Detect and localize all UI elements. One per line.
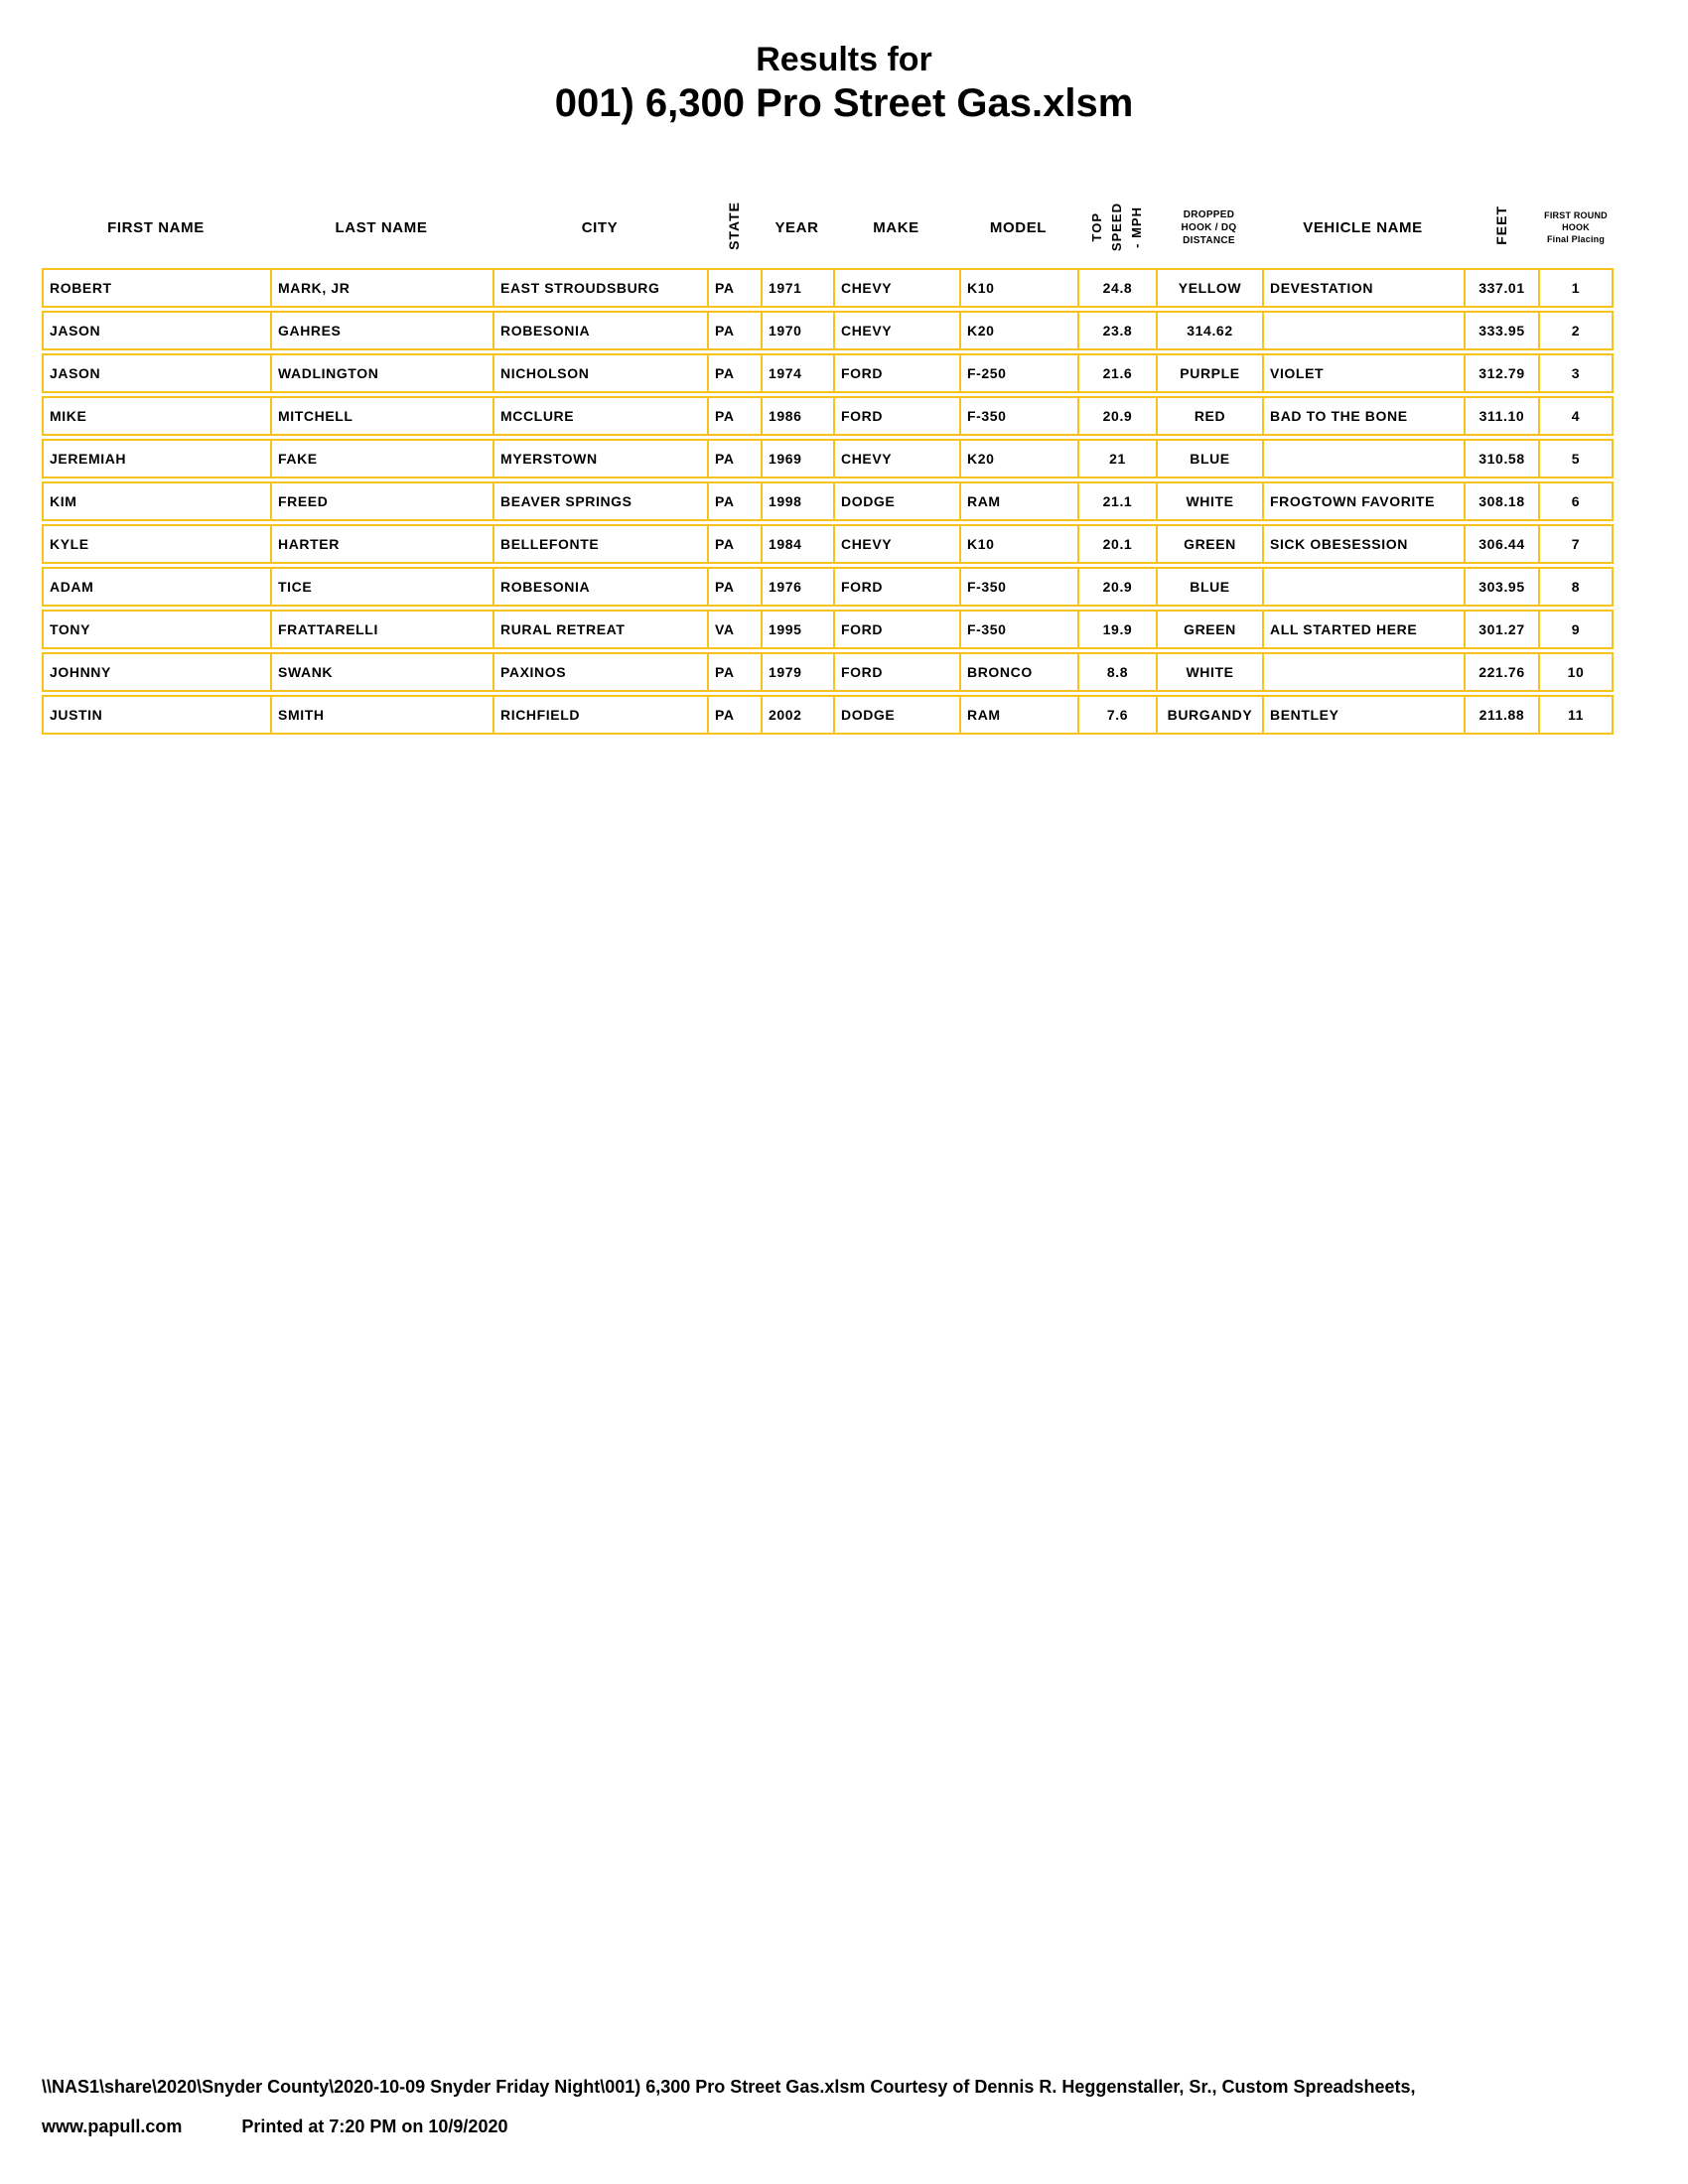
cell-vehicle-name <box>1262 567 1464 607</box>
cell-make: FORD <box>833 353 959 393</box>
col-header-city: CITY <box>492 190 707 265</box>
cell-first-name: JOHNNY <box>42 652 270 692</box>
cell-state: PA <box>707 439 761 478</box>
col-header-vehicle-name: VEHICLE NAME <box>1262 190 1464 265</box>
cell-top-speed: 24.8 <box>1077 268 1156 308</box>
first-round-line2: HOOK <box>1562 222 1590 232</box>
cell-model: RAM <box>959 695 1077 735</box>
cell-model: K10 <box>959 524 1077 564</box>
cell-make: FORD <box>833 567 959 607</box>
cell-dropped-hook: BLUE <box>1156 567 1262 607</box>
cell-placing: 6 <box>1538 481 1614 521</box>
cell-make: DODGE <box>833 695 959 735</box>
cell-make: FORD <box>833 396 959 436</box>
cell-first-name: KIM <box>42 481 270 521</box>
cell-year: 1986 <box>761 396 833 436</box>
col-header-state <box>707 190 761 265</box>
cell-last-name: FREED <box>270 481 492 521</box>
cell-top-speed: 8.8 <box>1077 652 1156 692</box>
cell-dropped-hook: BURGANDY <box>1156 695 1262 735</box>
cell-feet: 333.95 <box>1464 311 1538 350</box>
cell-vehicle-name: SICK OBESESSION <box>1262 524 1464 564</box>
cell-city: BEAVER SPRINGS <box>492 481 707 521</box>
top-speed-rotated-words <box>1081 203 1152 251</box>
cell-first-name: TONY <box>42 610 270 649</box>
cell-vehicle-name: ALL STARTED HERE <box>1262 610 1464 649</box>
cell-placing: 11 <box>1538 695 1614 735</box>
dropped-hook-line1: DROPPED <box>1183 208 1235 220</box>
cell-model: F-350 <box>959 610 1077 649</box>
cell-vehicle-name: FROGTOWN FAVORITE <box>1262 481 1464 521</box>
cell-city: MYERSTOWN <box>492 439 707 478</box>
footer-printed-timestamp: Printed at 7:20 PM on 10/9/2020 <box>241 2116 508 2136</box>
table-header-row <box>42 190 1614 265</box>
cell-city: MCCLURE <box>492 396 707 436</box>
results-table-container <box>42 187 1614 738</box>
cell-city: ROBESONIA <box>492 567 707 607</box>
cell-year: 1984 <box>761 524 833 564</box>
cell-vehicle-name <box>1262 311 1464 350</box>
cell-placing: 3 <box>1538 353 1614 393</box>
dropped-hook-line2: HOOK / DQ <box>1181 221 1237 233</box>
col-header-make: MAKE <box>833 190 959 265</box>
cell-first-name: MIKE <box>42 396 270 436</box>
cell-model: BRONCO <box>959 652 1077 692</box>
cell-feet: 310.58 <box>1464 439 1538 478</box>
table-body <box>42 268 1614 735</box>
cell-dropped-hook: WHITE <box>1156 652 1262 692</box>
cell-top-speed: 21.1 <box>1077 481 1156 521</box>
cell-year: 2002 <box>761 695 833 735</box>
cell-last-name: FRATTARELLI <box>270 610 492 649</box>
cell-feet: 303.95 <box>1464 567 1538 607</box>
cell-state: PA <box>707 524 761 564</box>
cell-last-name: MITCHELL <box>270 396 492 436</box>
cell-vehicle-name: VIOLET <box>1262 353 1464 393</box>
table-row <box>42 695 1614 735</box>
cell-state: PA <box>707 481 761 521</box>
cell-feet: 312.79 <box>1464 353 1538 393</box>
top-speed-word-mph: - MPH <box>1129 206 1144 248</box>
cell-dropped-hook: RED <box>1156 396 1262 436</box>
cell-make: FORD <box>833 652 959 692</box>
cell-make: CHEVY <box>833 311 959 350</box>
cell-dropped-hook: WHITE <box>1156 481 1262 521</box>
table-row <box>42 652 1614 692</box>
table-row <box>42 439 1614 478</box>
cell-city: PAXINOS <box>492 652 707 692</box>
cell-top-speed: 20.1 <box>1077 524 1156 564</box>
cell-model: RAM <box>959 481 1077 521</box>
cell-top-speed: 19.9 <box>1077 610 1156 649</box>
cell-year: 1970 <box>761 311 833 350</box>
col-header-top-speed <box>1077 190 1156 265</box>
cell-state: PA <box>707 652 761 692</box>
cell-city: ROBESONIA <box>492 311 707 350</box>
cell-dropped-hook: PURPLE <box>1156 353 1262 393</box>
cell-feet: 337.01 <box>1464 268 1538 308</box>
cell-feet: 308.18 <box>1464 481 1538 521</box>
cell-first-name: KYLE <box>42 524 270 564</box>
cell-model: F-350 <box>959 396 1077 436</box>
cell-placing: 4 <box>1538 396 1614 436</box>
cell-state: PA <box>707 567 761 607</box>
cell-last-name: HARTER <box>270 524 492 564</box>
col-header-feet-rotated-text: FEET <box>1492 205 1509 245</box>
cell-last-name: SMITH <box>270 695 492 735</box>
cell-city: BELLEFONTE <box>492 524 707 564</box>
cell-year: 1998 <box>761 481 833 521</box>
cell-vehicle-name <box>1262 439 1464 478</box>
cell-make: FORD <box>833 610 959 649</box>
cell-year: 1974 <box>761 353 833 393</box>
cell-first-name: ROBERT <box>42 268 270 308</box>
col-header-dropped-hook <box>1156 190 1262 265</box>
cell-first-name: JASON <box>42 311 270 350</box>
col-header-state-rotated-text: STATE <box>726 201 742 250</box>
cell-year: 1976 <box>761 567 833 607</box>
cell-last-name: WADLINGTON <box>270 353 492 393</box>
cell-make: CHEVY <box>833 439 959 478</box>
cell-state: PA <box>707 695 761 735</box>
cell-top-speed: 7.6 <box>1077 695 1156 735</box>
table-row <box>42 396 1614 436</box>
col-header-year: YEAR <box>761 190 833 265</box>
cell-dropped-hook: 314.62 <box>1156 311 1262 350</box>
cell-placing: 9 <box>1538 610 1614 649</box>
cell-model: K20 <box>959 311 1077 350</box>
table-row <box>42 567 1614 607</box>
cell-state: PA <box>707 268 761 308</box>
cell-vehicle-name: BAD TO THE BONE <box>1262 396 1464 436</box>
table-row <box>42 353 1614 393</box>
cell-feet: 211.88 <box>1464 695 1538 735</box>
cell-year: 1995 <box>761 610 833 649</box>
cell-city: RICHFIELD <box>492 695 707 735</box>
first-round-line1: FIRST ROUND <box>1544 210 1608 220</box>
cell-placing: 5 <box>1538 439 1614 478</box>
results-table <box>42 187 1614 738</box>
cell-vehicle-name <box>1262 652 1464 692</box>
cell-placing: 1 <box>1538 268 1614 308</box>
footer-website: www.papull.com <box>42 2116 183 2136</box>
cell-vehicle-name: DEVESTATION <box>1262 268 1464 308</box>
cell-feet: 306.44 <box>1464 524 1538 564</box>
cell-placing: 2 <box>1538 311 1614 350</box>
cell-make: CHEVY <box>833 268 959 308</box>
cell-feet: 221.76 <box>1464 652 1538 692</box>
col-header-feet <box>1464 190 1538 265</box>
cell-dropped-hook: GREEN <box>1156 610 1262 649</box>
top-speed-word-speed: SPEED <box>1109 203 1124 252</box>
cell-feet: 301.27 <box>1464 610 1538 649</box>
cell-last-name: TICE <box>270 567 492 607</box>
table-row <box>42 481 1614 521</box>
table-row <box>42 268 1614 308</box>
cell-model: K10 <box>959 268 1077 308</box>
cell-first-name: JEREMIAH <box>42 439 270 478</box>
cell-first-name: JUSTIN <box>42 695 270 735</box>
cell-make: CHEVY <box>833 524 959 564</box>
cell-last-name: GAHRES <box>270 311 492 350</box>
footer-path-line: \\NAS1\share\2020\Snyder County\2020-10-09 Snyder Friday Night\001) 6,300 Pro Street Gas.xlsm Courtesy of Dennis R. Heggenstaller, Sr., Custom Spreadsheets, <box>42 2077 1416 2097</box>
table-row <box>42 610 1614 649</box>
col-header-first-round-hook <box>1538 190 1614 265</box>
footer-second-line <box>42 2116 1670 2137</box>
cell-model: F-250 <box>959 353 1077 393</box>
report-title-line2: 001) 6,300 Pro Street Gas.xlsm <box>554 81 1134 125</box>
col-header-last-name: LAST NAME <box>270 190 492 265</box>
cell-model: F-350 <box>959 567 1077 607</box>
cell-state: PA <box>707 396 761 436</box>
cell-year: 1969 <box>761 439 833 478</box>
cell-placing: 8 <box>1538 567 1614 607</box>
cell-state: PA <box>707 353 761 393</box>
cell-last-name: MARK, JR <box>270 268 492 308</box>
top-speed-word-top: TOP <box>1089 212 1104 242</box>
report-title <box>0 40 1688 127</box>
cell-vehicle-name: BENTLEY <box>1262 695 1464 735</box>
col-header-model: MODEL <box>959 190 1077 265</box>
cell-city: EAST STROUDSBURG <box>492 268 707 308</box>
cell-placing: 7 <box>1538 524 1614 564</box>
cell-top-speed: 20.9 <box>1077 396 1156 436</box>
first-round-line3: Final Placing <box>1546 234 1606 244</box>
cell-feet: 311.10 <box>1464 396 1538 436</box>
cell-dropped-hook: BLUE <box>1156 439 1262 478</box>
cell-year: 1979 <box>761 652 833 692</box>
cell-state: PA <box>707 311 761 350</box>
cell-city: RURAL RETREAT <box>492 610 707 649</box>
cell-model: K20 <box>959 439 1077 478</box>
cell-placing: 10 <box>1538 652 1614 692</box>
cell-top-speed: 23.8 <box>1077 311 1156 350</box>
cell-state: VA <box>707 610 761 649</box>
cell-year: 1971 <box>761 268 833 308</box>
col-header-first-name: FIRST NAME <box>42 190 270 265</box>
cell-dropped-hook: YELLOW <box>1156 268 1262 308</box>
report-title-line1: Results for <box>756 41 932 78</box>
cell-first-name: JASON <box>42 353 270 393</box>
cell-city: NICHOLSON <box>492 353 707 393</box>
cell-top-speed: 21.6 <box>1077 353 1156 393</box>
table-row <box>42 524 1614 564</box>
cell-last-name: SWANK <box>270 652 492 692</box>
table-row <box>42 311 1614 350</box>
cell-top-speed: 20.9 <box>1077 567 1156 607</box>
cell-make: DODGE <box>833 481 959 521</box>
cell-last-name: FAKE <box>270 439 492 478</box>
cell-top-speed: 21 <box>1077 439 1156 478</box>
cell-dropped-hook: GREEN <box>1156 524 1262 564</box>
cell-first-name: ADAM <box>42 567 270 607</box>
dropped-hook-line3: DISTANCE <box>1183 234 1235 246</box>
